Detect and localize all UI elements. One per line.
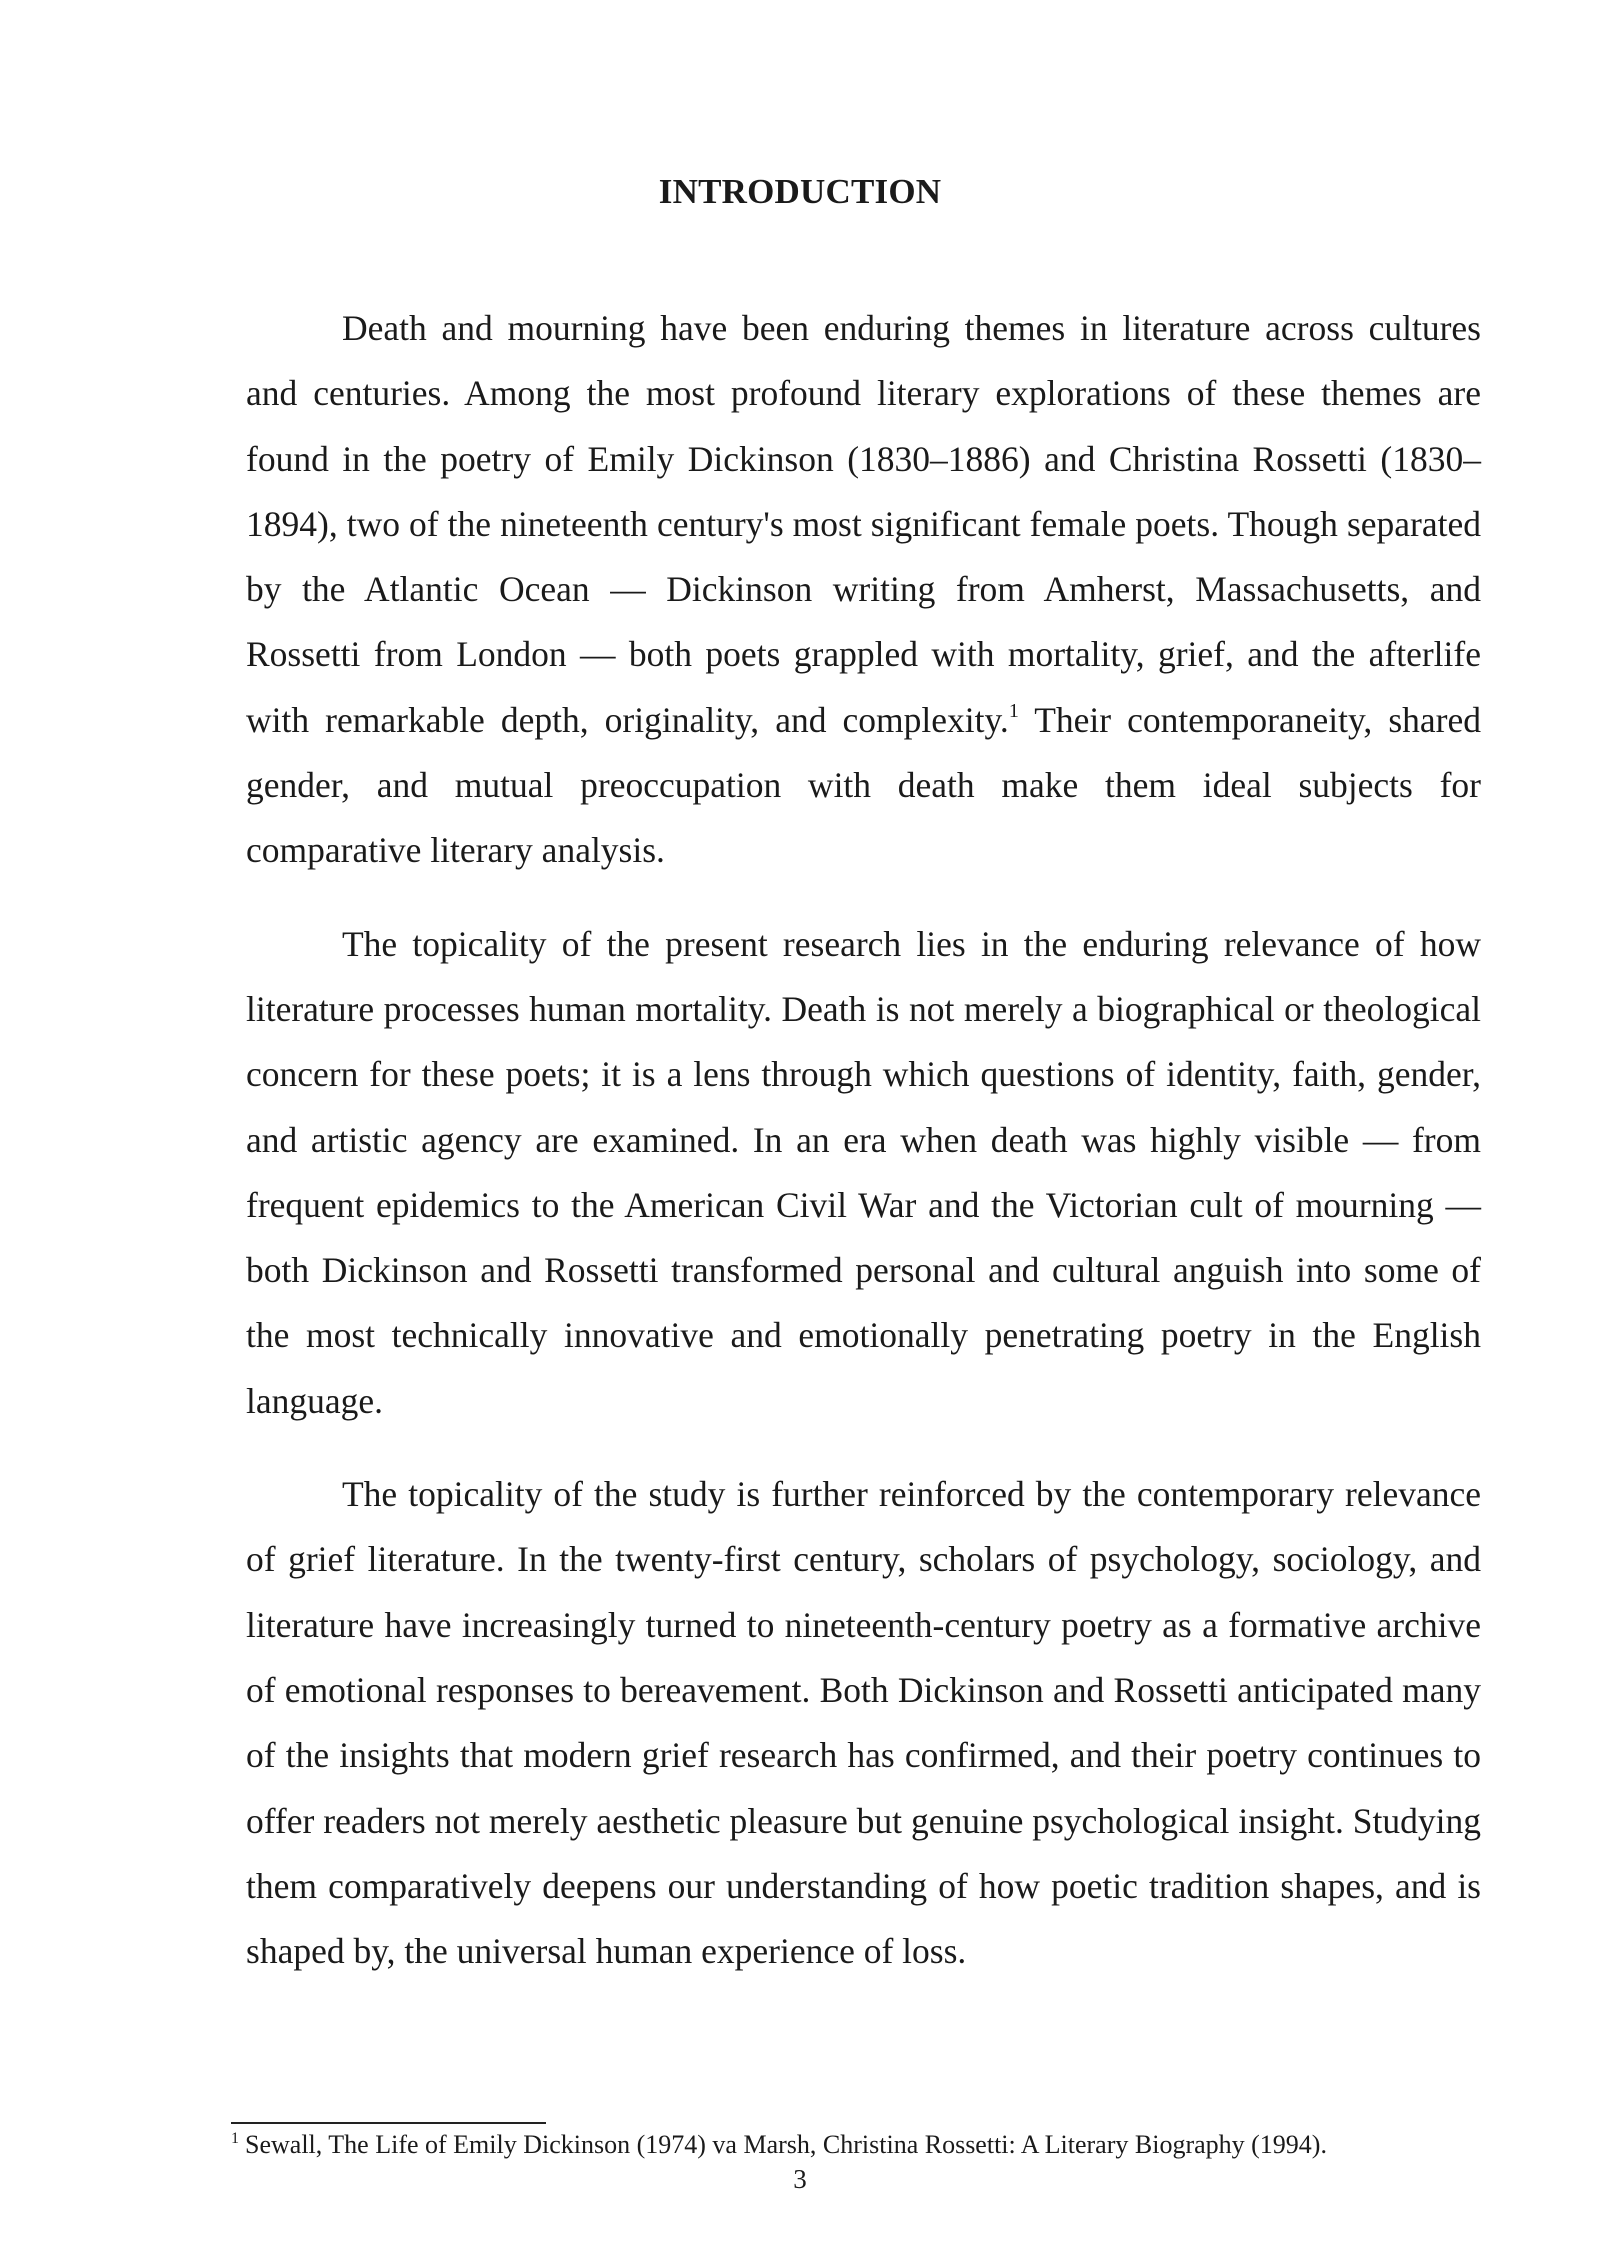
footnote-separator: [231, 2122, 546, 2124]
footnote-reference[interactable]: 1: [1008, 699, 1019, 722]
body-text: [246, 296, 1481, 1984]
page-number: 3: [793, 2164, 807, 2194]
paragraph-2: The topicality of the present research lies in the enduring relevance of how literature processes human mortality. Death is not merely a biographical or theological concern for these poets; it is a lens through which questions of identity, faith, gender, and artistic agency are examined. In an era when death was highly visible — from frequent epidemics to the American Civil War and the Victorian cult of mourning — both Dickinson and Rossetti transformed personal and cultural anguish into some of the most technically innovative and emotionally penetrating poetry in the English language.: [246, 923, 1481, 1421]
footnote: [231, 2128, 1491, 2162]
footnote-marker: 1: [231, 2130, 239, 2148]
paragraph-3: The topicality of the study is further reinforced by the contemporary relevance of grief literature. In the twenty-first century, scholars of psychology, sociology, and literature have increasingly turned to nineteenth-century poetry as a formative archive of emotional responses to bereavement. Both Dickinson and Rossetti anticipated many of the insights that modern grief research has confirmed, and their poetry continues to offer readers not merely aesthetic pleasure but genuine psychological insight. Studying them comparatively deepens our understanding of how poetic tradition shapes, and is shaped by, the universal human experience of loss.: [246, 1474, 1481, 1972]
paragraph-1-text: Death and mourning have been enduring themes in literature across cultures and centuries. Among the most profound literary explorations of these themes are found in the poetry of Emily Dickinson (1830–1886) and Christina Rossetti (1830–1894), two of the nineteenth century's most significant female poets. Though separated by the Atlantic Ocean — Dickinson writing from Amherst, Massachusetts, and Rossetti from London — both poets grappled with mortality, grief, and the afterlife with remarkable depth, originality, and complexity.: [246, 308, 1481, 740]
paragraph-1-continuation: Their contemporaneity, shared gender, and mutual preoccupation with death make them ideal subjects for comparative literary analysis.: [246, 699, 1481, 871]
section-title: INTRODUCTION: [658, 172, 942, 211]
paragraph-1: [246, 296, 1481, 884]
footnote-text: Sewall, The Life of Emily Dickinson (1974) va Marsh, Christina Rossetti: A Literary Biography (1994).: [245, 2130, 1327, 2159]
